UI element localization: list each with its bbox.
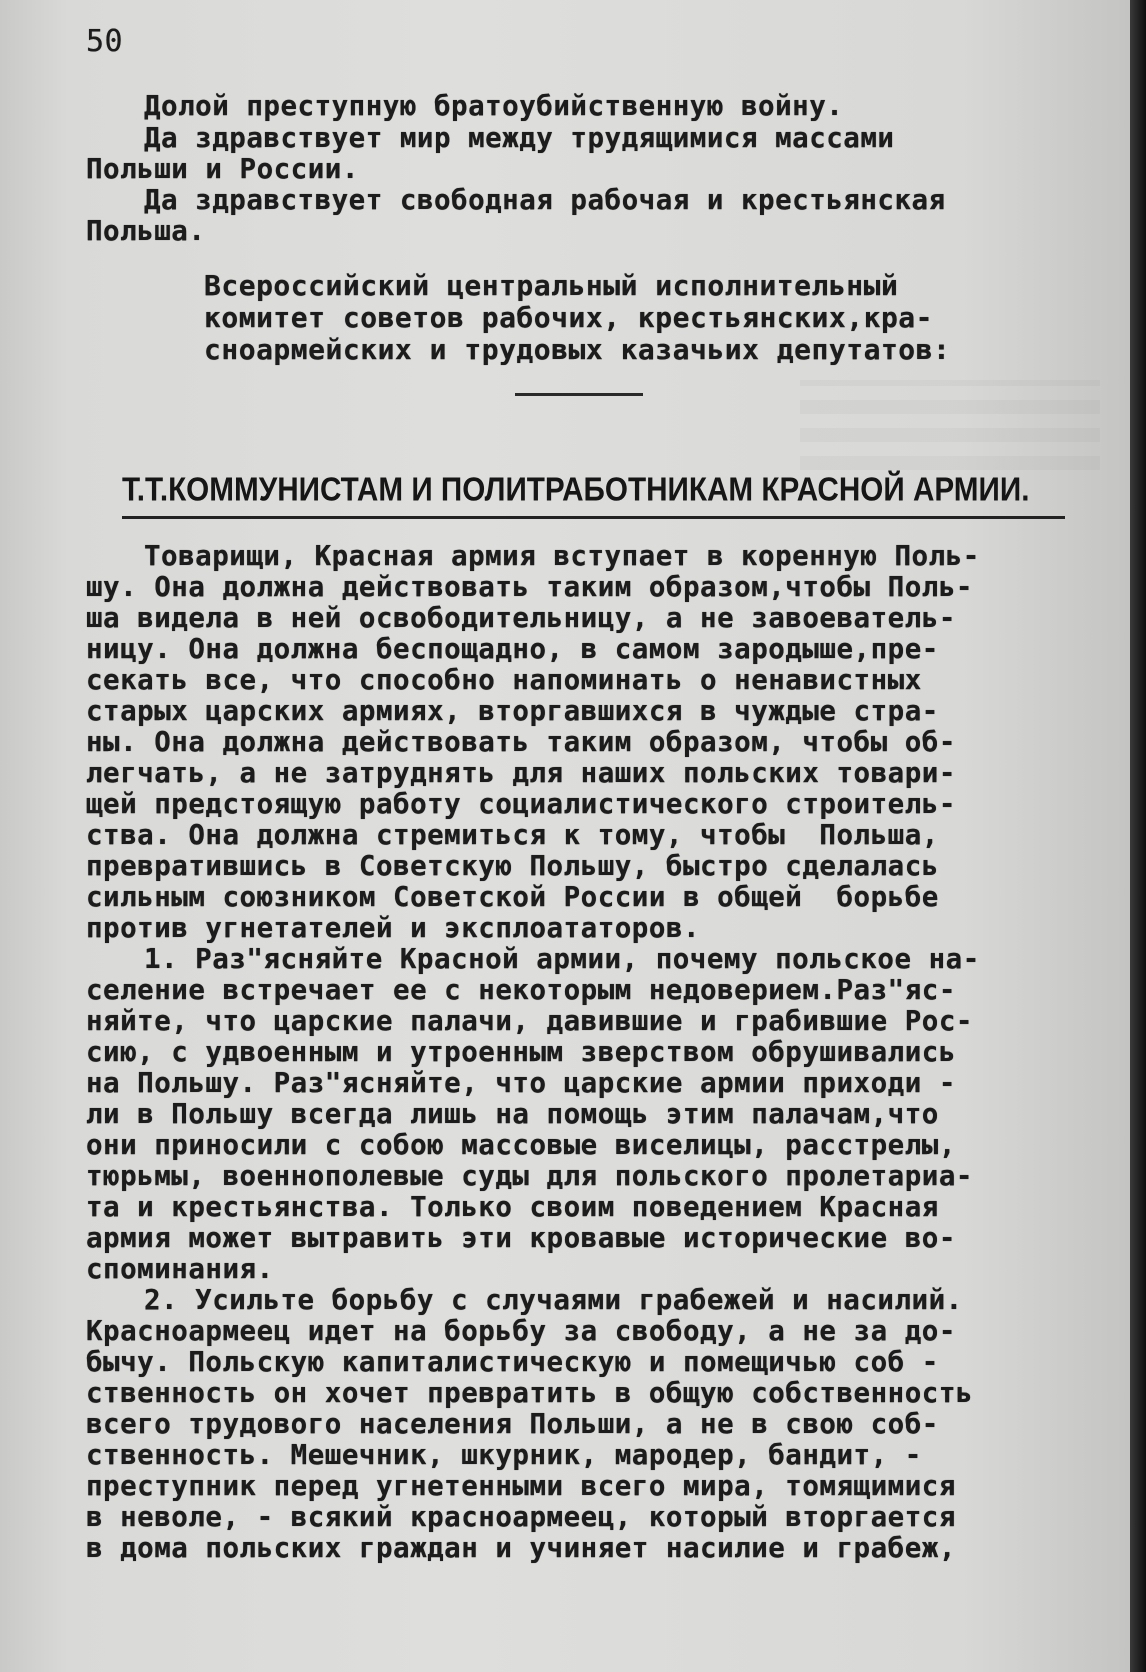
body-line: преступник перед угнетенными всего мира, томящимися bbox=[86, 1470, 956, 1502]
scan-page-edge bbox=[1130, 0, 1146, 1672]
body-line: в неволе, - всякий красноармеец, который вторгается bbox=[86, 1501, 956, 1533]
body-line: армия может вытравить эти кровавые исторические во- bbox=[86, 1222, 956, 1254]
body-line: споминания. bbox=[86, 1253, 274, 1285]
body-line: ли в Польшу всегда лишь на помощь этим палачам,что bbox=[86, 1098, 939, 1130]
section-heading: Т.Т.КОММУНИСТАМ И ПОЛИТРАБОТНИКАМ КРАСНОЙ АРМИИ. bbox=[122, 472, 1030, 509]
section-divider bbox=[515, 393, 643, 396]
bleed-through-texture bbox=[800, 380, 1100, 470]
body-line: старых царских армиях, вторгавшихся в чуждые стра- bbox=[86, 695, 939, 727]
body-line: няйте, что царские палачи, давившие и грабившие Рос- bbox=[86, 1005, 973, 1037]
body-line: сию, с удвоенным и утроенным зверством обрушивались bbox=[86, 1036, 956, 1068]
body-line: всего трудового населения Польши, а не в свою соб- bbox=[86, 1408, 939, 1440]
body-line: ны. Она должна действовать таким образом, чтобы об- bbox=[86, 726, 956, 758]
body-line: легчать, а не затруднять для наших польских товари- bbox=[86, 757, 956, 789]
intro-line: Польша. bbox=[86, 215, 206, 247]
heading-underline bbox=[122, 516, 1065, 519]
body-line: в дома польских граждан и учиняет насилие и грабеж, bbox=[86, 1532, 956, 1564]
body-line: превратившись в Советскую Польшу, быстро сделалась bbox=[86, 850, 939, 882]
page-number: 50 bbox=[86, 24, 124, 59]
body-line: против угнетателей и эксплоататоров. bbox=[86, 912, 701, 944]
body-line: ственность. Мешечник, шкурник, мародер, бандит, - bbox=[86, 1439, 922, 1471]
body-line: шу. Она должна действовать таким образом,чтобы Поль- bbox=[86, 571, 973, 603]
body-line: 1. Раз"ясняйте Красной армии, почему польское на- bbox=[144, 943, 980, 975]
signature-line: комитет советов рабочих, крестьянских,кра- bbox=[204, 301, 934, 334]
signature-line: сноармейских и трудовых казачьих депутатов: bbox=[204, 333, 951, 366]
body-line: щей предстоящую работу социалистического строитель- bbox=[86, 788, 956, 820]
body-line: сильным союзником Советской России в общей борьбе bbox=[86, 881, 939, 913]
body-line: бычу. Польскую капиталистическую и помещичью соб - bbox=[86, 1346, 939, 1378]
body-line: ства. Она должна стремиться к тому, чтобы Польша, bbox=[86, 819, 939, 851]
body-line: Красноармеец идет на борьбу за свободу, а не за до- bbox=[86, 1315, 956, 1347]
signature-line: Всероссийский центральный исполнительный bbox=[204, 269, 899, 302]
intro-line: Да здравствует свободная рабочая и крестьянская bbox=[144, 184, 946, 216]
body-line: они приносили с собою массовые виселицы, расстрелы, bbox=[86, 1129, 956, 1161]
body-line: ственность он хочет превратить в общую собственность bbox=[86, 1377, 973, 1409]
body-line: 2. Усильте борьбу с случаями грабежей и насилий. bbox=[144, 1284, 963, 1316]
body-line: на Польшу. Раз"ясняйте, что царские армии приходи - bbox=[86, 1067, 956, 1099]
body-line: та и крестьянства. Только своим поведением Красная bbox=[86, 1191, 939, 1223]
body-line: ша видела в ней освободительницу, а не завоеватель- bbox=[86, 602, 956, 634]
body-line: ницу. Она должна беспощадно, в самом зародыше,пре- bbox=[86, 633, 939, 665]
intro-line: Польши и России. bbox=[86, 153, 359, 185]
intro-line: Да здравствует мир между трудящимися массами bbox=[144, 122, 895, 154]
intro-line: Долой преступную братоубийственную войну. bbox=[144, 90, 844, 122]
body-line: тюрьмы, военнополевые суды для польского пролетариа- bbox=[86, 1160, 973, 1192]
body-line: селение встречает ее с некоторым недоверием.Раз"яс- bbox=[86, 974, 956, 1006]
body-line: секать все, что способно напоминать о ненавистных bbox=[86, 664, 922, 696]
body-line: Товарищи, Красная армия вступает в коренную Поль- bbox=[144, 540, 980, 572]
